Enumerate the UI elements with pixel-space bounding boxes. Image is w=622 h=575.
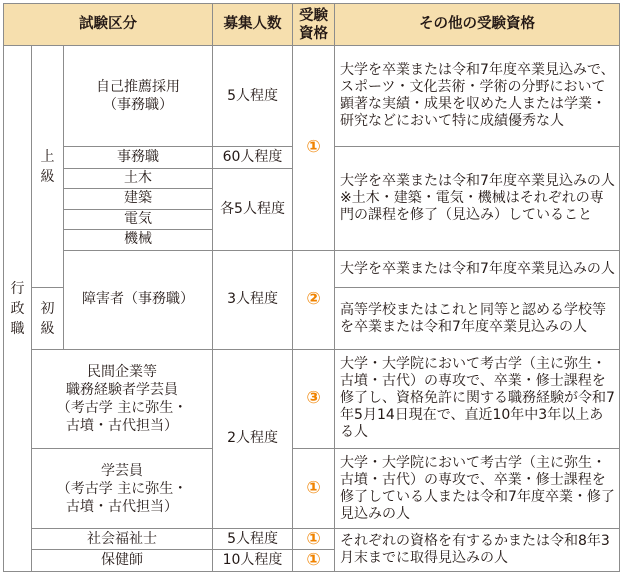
- header-qualification: [293, 4, 335, 46]
- row-self-recommend-count: 5人程度: [213, 46, 293, 147]
- header-qualification-line1: 受験: [299, 7, 329, 24]
- row-social-worker-name: 社会福祉士: [32, 528, 213, 549]
- group-administrative: 行政職: [4, 46, 32, 572]
- header-qualification-line2: 資格: [299, 25, 329, 42]
- mark-social-worker: ①: [293, 528, 335, 549]
- req-disabled-senior: 大学を卒業または令和7年度卒業見込みの人: [335, 250, 620, 288]
- header-category: 試験区分: [4, 4, 213, 46]
- mark-curator: ①: [293, 449, 335, 529]
- req-self-recommend: 大学を卒業または令和7年度卒業見込みで、スポーツ・文化芸術・学術の分野において顕著な実績・成果を収めた人または学業・研究などにおいて特に成績優秀な人: [335, 46, 620, 147]
- mark-public-health-nurse: ①: [293, 550, 335, 572]
- group-senior: 上級: [32, 46, 64, 288]
- row-clerical-count: 60人程度: [213, 147, 293, 168]
- row-private-exp-name: 民間企業等 職務経験者学芸員 （考古学 主に弥生・ 古墳・古代担当）: [32, 349, 213, 448]
- req-curator: 大学・大学院において考古学（主に弥生・古墳・古代）の専攻で、卒業・修士課程を修了している人または令和7年度卒業・修了見込みの人: [335, 449, 620, 529]
- mark-senior: ①: [293, 46, 335, 251]
- mark-private-exp: ③: [293, 349, 335, 448]
- header-recruits: 募集人数: [213, 4, 293, 46]
- row-disabled-count: 3人程度: [213, 250, 293, 349]
- req-license: それぞれの資格を有するかまたは令和8年3月末までに取得見込みの人: [335, 528, 620, 571]
- row-technical-count: 各5人程度: [213, 168, 293, 250]
- recruitment-table: [3, 3, 620, 572]
- mark-junior: ②: [293, 250, 335, 349]
- row-public-health-nurse-name: 保健師: [32, 550, 213, 572]
- row-mechanical-name: 機械: [64, 230, 213, 250]
- row-civil-name: 土木: [64, 168, 213, 188]
- row-curator-count: 2人程度: [213, 349, 293, 528]
- req-private-exp: 大学・大学院において考古学（主に弥生・古墳・古代）の専攻で、卒業・修士課程を修了し、資格免許に関する職務経験が令和7年5月14日現在で、直近10年中3年以上ある人: [335, 349, 620, 448]
- row-self-recommend-name: 自己推薦採用 （事務職）: [64, 46, 213, 147]
- row-electrical-name: 電気: [64, 209, 213, 229]
- row-social-worker-count: 5人程度: [213, 528, 293, 549]
- header-other: その他の受験資格: [335, 4, 620, 46]
- row-curator-name: 学芸員 （考古学 主に弥生・ 古墳・古代担当）: [32, 449, 213, 529]
- req-technical: 大学を卒業または令和7年度卒業見込みの人 ※土木・建築・電気・機械はそれぞれの専門の課程を修了（見込み）していること: [335, 147, 620, 250]
- row-disabled-name: 障害者（事務職）: [64, 250, 213, 349]
- row-architecture-name: 建築: [64, 189, 213, 209]
- row-clerical-name: 事務職: [64, 147, 213, 168]
- group-junior: 初級: [32, 288, 64, 349]
- row-public-health-nurse-count: 10人程度: [213, 550, 293, 572]
- req-disabled-junior: 高等学校またはこれと同等と認める学校等を卒業または令和7年度卒業見込みの人: [335, 288, 620, 349]
